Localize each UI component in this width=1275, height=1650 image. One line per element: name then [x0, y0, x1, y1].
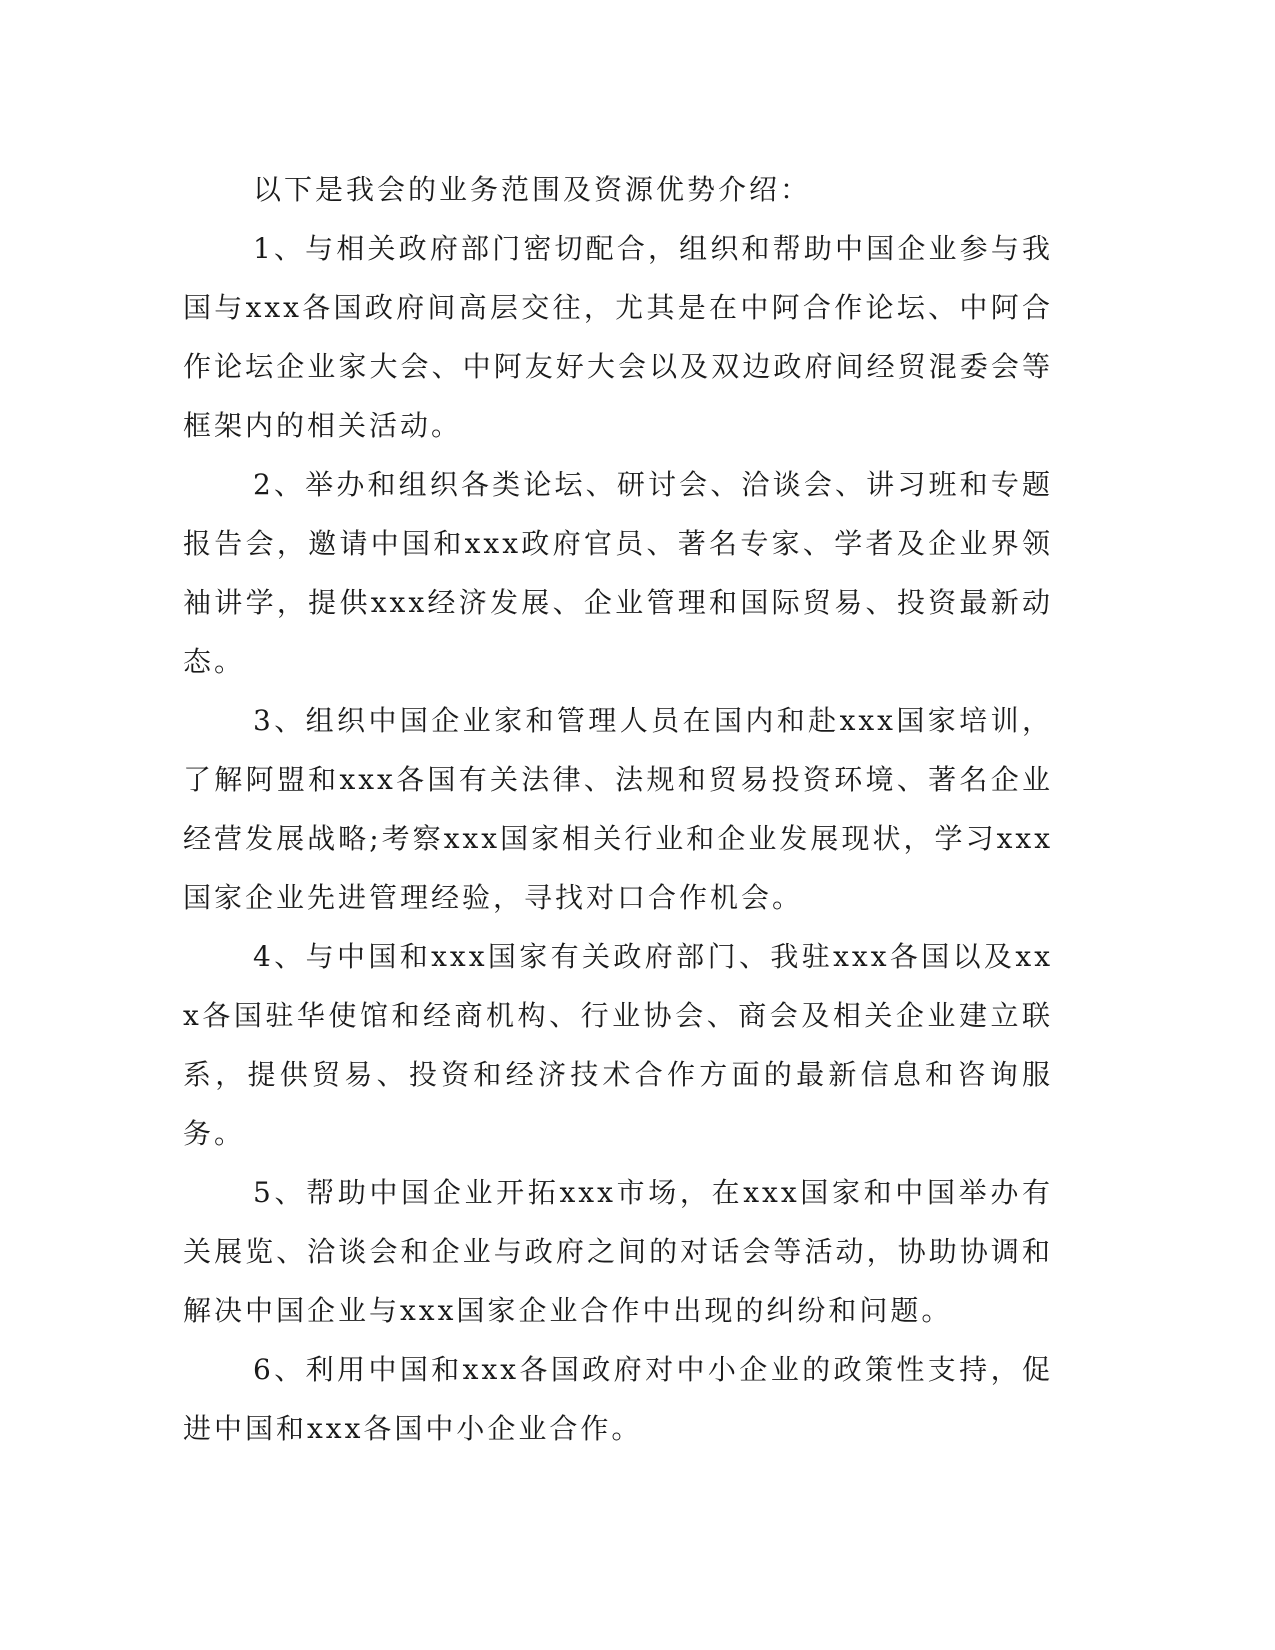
list-item: 2、举办和组织各类论坛、研讨会、洽谈会、讲习班和专题报告会，邀请中国和xxx政府官员、著名专家、学者及企业界领袖讲学，提供xxx经济发展、企业管理和国际贸易、投资最新动态。 [183, 468, 1053, 678]
document-body [183, 160, 1053, 1458]
list-item: 1、与相关政府部门密切配合，组织和帮助中国企业参与我国与xxx各国政府间高层交往，尤其是在中阿合作论坛、中阿合作论坛企业家大会、中阿友好大会以及双边政府间经贸混委会等框架内的相关活动。 [183, 232, 1053, 442]
intro-paragraph: 以下是我会的业务范围及资源优势介绍： [253, 173, 812, 206]
list-item: 3、组织中国企业家和管理人员在国内和赴xxx国家培训，了解阿盟和xxx各国有关法律、法规和贸易投资环境、著名企业经营发展战略;考察xxx国家相关行业和企业发展现状，学习xxx国家企业先进管理经验，寻找对口合作机会。 [183, 704, 1053, 914]
list-item: 6、利用中国和xxx各国政府对中小企业的政策性支持，促进中国和xxx各国中小企业合作。 [183, 1353, 1053, 1445]
list-item: 5、帮助中国企业开拓xxx市场，在xxx国家和中国举办有关展览、洽谈会和企业与政府之间的对话会等活动，协助协调和解决中国企业与xxx国家企业合作中出现的纠纷和问题。 [183, 1176, 1053, 1327]
list-item: 4、与中国和xxx国家有关政府部门、我驻xxx各国以及xxx各国驻华使馆和经商机构、行业协会、商会及相关企业建立联系，提供贸易、投资和经济技术合作方面的最新信息和咨询服务。 [183, 940, 1053, 1150]
